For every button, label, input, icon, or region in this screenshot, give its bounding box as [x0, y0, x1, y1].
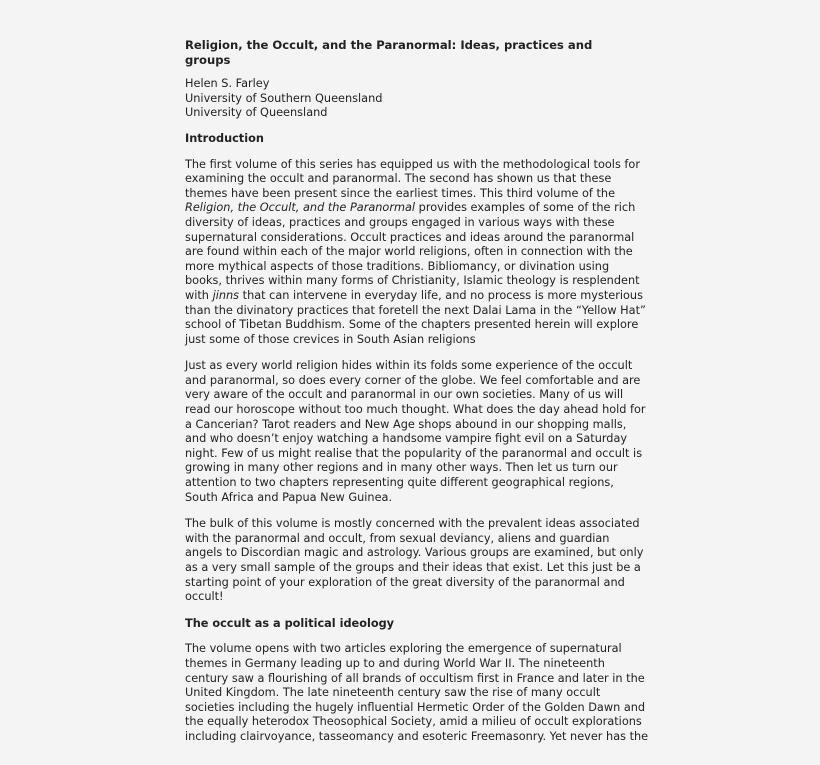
text-run: provides examples of some of the rich	[415, 201, 636, 215]
text-line: than the divinatory practices that foretell the next Dalai Lama in the “Yellow Hat”	[185, 303, 646, 317]
text-line: United Kingdom. The late nineteenth century saw the rise of many occult	[185, 686, 601, 700]
text-line: the equally heterodox Theosophical Society, amid a milieu of occult explorations	[185, 715, 642, 729]
text-line: as a very small sample of the groups and their ideas that exist. Let this just be a	[185, 561, 641, 574]
text-line: The volume opens with two articles exploring the emergence of supernatural	[185, 642, 622, 656]
document-body	[185, 38, 649, 757]
text-line: and paranormal, so does every corner of the globe. We feel comfortable and are	[185, 373, 641, 387]
text-line: are found within each of the major world religions, often in connection with the	[185, 245, 633, 259]
text-line: attention to two chapters representing quite different geographical regions,	[185, 476, 614, 490]
text-line: night. Few of us might realise that the popularity of the paranormal and occult is	[185, 446, 643, 460]
text-run: with	[185, 288, 213, 302]
author-block	[185, 77, 640, 121]
text-line: and who doesn’t enjoy watching a handsome vampire fight evil on a Saturday	[185, 432, 628, 446]
text-line: read our horoscope without too much thought. What does the day ahead hold for	[185, 403, 646, 417]
text-line: just some of those crevices in South Asian religions	[185, 332, 476, 346]
text-line: themes in Germany leading up to and during World War II. The nineteenth	[185, 656, 605, 670]
author-affiliation-2: University of Queensland	[185, 106, 328, 120]
text-line: growing in many other regions and in many other ways. Then let us turn our	[185, 461, 618, 475]
section-heading-political-ideology: The occult as a political ideology	[185, 616, 395, 630]
paragraph-4	[185, 642, 649, 744]
text-line: Just as every world religion hides within its folds some experience of the occult	[185, 359, 633, 373]
text-line: century saw a flourishing of all brands of occultism first in France and later in the	[185, 671, 645, 685]
section-heading-introduction: Introduction	[185, 131, 264, 145]
text-line: South Africa and Papua New Guinea.	[185, 490, 393, 504]
text-line: supernatural considerations. Occult practices and ideas around the paranormal	[185, 230, 635, 244]
paragraph-3	[185, 517, 644, 605]
paragraph-1	[185, 157, 646, 348]
author-name: Helen S. Farley	[185, 77, 270, 91]
text-line: themes have been present since the earliest times. This third volume of the	[185, 186, 616, 200]
text-line	[185, 288, 643, 304]
text-line	[185, 201, 640, 216]
text-line: a Cancerian? Tarot readers and New Age shops abound in our shopping malls,	[185, 417, 627, 431]
text-line: societies including the hugely influential Hermetic Order of the Golden Dawn and	[185, 700, 646, 714]
text-line: very aware of the occult and paranormal in our own societies. Many of us will	[185, 388, 624, 402]
author-affiliation-1: University of Southern Queensland	[185, 91, 383, 105]
text-line: The first volume of this series has equipped us with the methodological tools for	[185, 157, 640, 171]
text-line: The bulk of this volume is mostly concerned with the prevalent ideas associated	[185, 517, 640, 531]
text-line: diversity of ideas, practices and groups engaged in various ways with these	[185, 215, 615, 229]
text-line: angels to Discordian magic and astrology. Various groups are examined, but only	[185, 546, 644, 560]
text-line: including clairvoyance, tasseomancy and esoteric Freemasonry. Yet never has the	[185, 729, 649, 743]
paragraph-2	[185, 359, 646, 505]
text-line: examining the occult and paranormal. The second has shown us that these	[185, 172, 612, 186]
text-run: that can intervene in everyday life, and no process is more mysterious	[239, 288, 643, 302]
text-line: school of Tibetan Buddhism. Some of the chapters presented herein will explore	[185, 318, 639, 332]
paper-title: Religion, the Occult, and the Paranormal: Ideas, practices and groups	[185, 38, 593, 67]
text-line: with the paranormal and occult, from sexual deviancy, aliens and guardian	[185, 531, 610, 545]
text-line: more mythical aspects of those traditions. Bibliomancy, or divination using	[185, 259, 610, 273]
text-line: starting point of your exploration of the great diversity of the paranormal and	[185, 575, 625, 589]
text-line: occult!	[185, 590, 224, 604]
italic-book-title: Religion, the Occult, and the Paranormal	[185, 201, 416, 215]
text-line: books, thrives within many forms of Christianity, Islamic theology is resplendent	[185, 274, 640, 288]
italic-term: jinns	[212, 288, 240, 302]
